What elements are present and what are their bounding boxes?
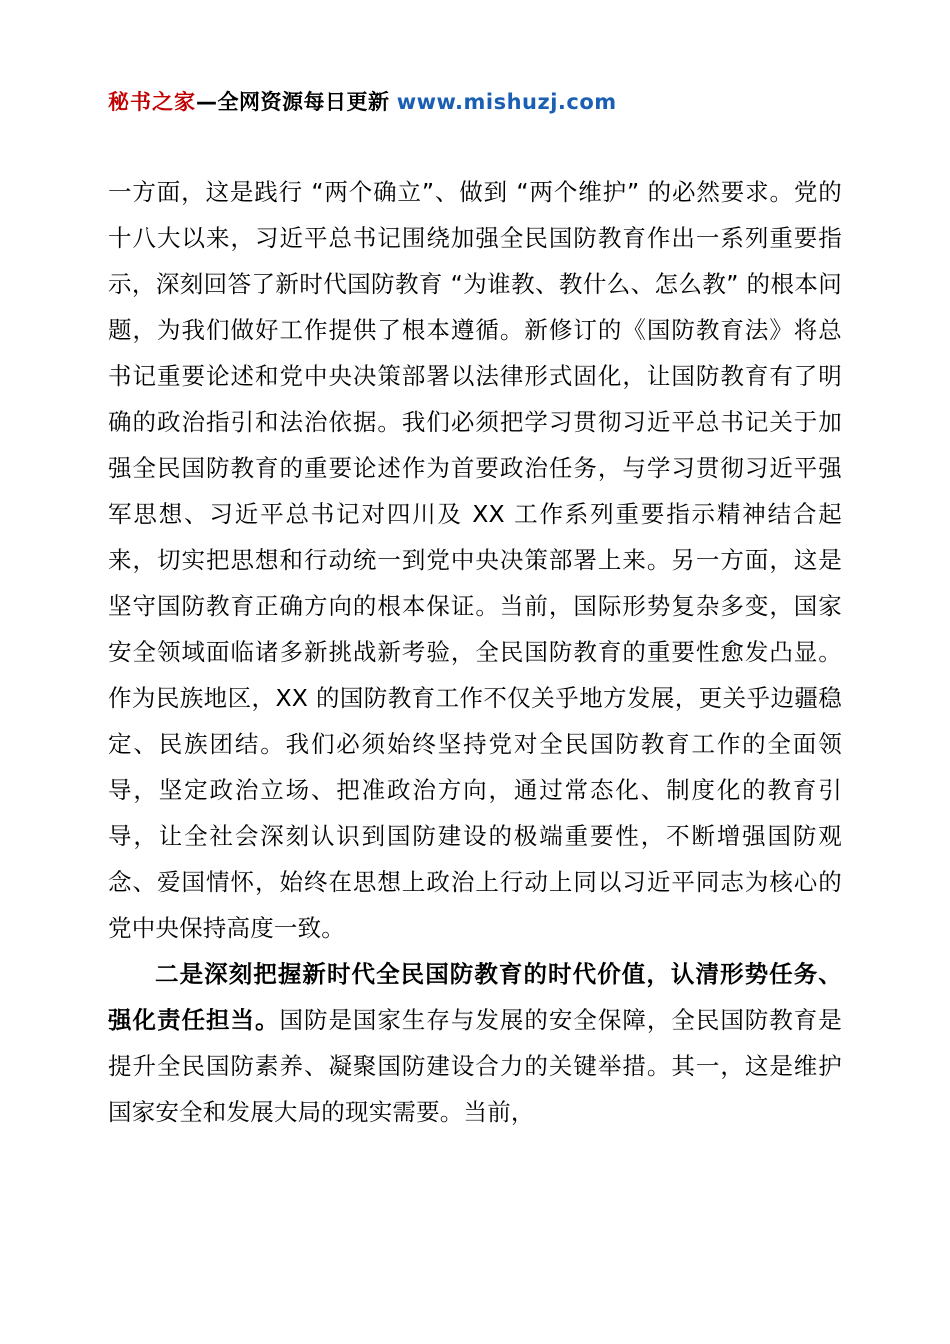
paragraph-1-run-1: 一方面，这是践行 “两个确立”、做到 “两个维护” 的必然要求。党的十八大以来，习近平总书记围绕加强全民国防教育作出一系列重要指示，深刻回答了新时代国防教育 “为谁教、教什么、怎么教” 的根本问题，为我们做好工作提供了根本遵循。新修订的《国防教育法》将总书记重要论述和党中央决策部署以法律形式固化，让国防教育有了明确的政治指引和法治依据。我们必须把学习贯彻习近平总书记关于加强全民国防教育的重要论述作为首要政治任务，与学习贯彻习近平强军思想、习近平总书记对四川及 XX 工作系列重要指示精神结合起来，切实把思想和行动统一到党中央决策部署上来。另一方面，这是坚守国防教育正确方向的根本保证。当前，国际形势复杂多变，国家安全领域面临诸多新挑战新考验，全民国防教育的重要性愈发凸显。作为民族地区，XX 的国防教育工作不仅关乎地方发展，更关乎边疆稳定、民族团结。我们必须始终坚持党对全民国防教育工作的全面领导，坚定政治立场、把准政治方向，通过常态化、制度化的教育引导，让全社会深刻认识到国防建设的极端重要性，不断增强国防观念、爱国情怀，始终在思想上政治上行动上同以习近平同志为核心的党中央保持高度一致。 bbox=[108, 178, 842, 943]
document-body bbox=[108, 169, 842, 1135]
site-url-link[interactable]: www.mishuzj.com bbox=[396, 90, 617, 114]
paragraph-2-heading-run: 二是深刻把握新时代全民国防教育的时代价值，认清形势任务、强化责任担当。 bbox=[108, 960, 842, 1035]
paragraph-2 bbox=[108, 951, 842, 1135]
site-brand: 秘书之家 bbox=[108, 90, 196, 114]
site-header bbox=[108, 0, 842, 117]
site-tagline: —全网资源每日更新 bbox=[196, 90, 390, 114]
paragraph-2-body-run: 国防是国家生存与发展的安全保障，全民国防教育是提升全民国防素养、凝聚国防建设合力的关键举措。其一，这是维护国家安全和发展大局的现实需要。当前， bbox=[108, 1006, 842, 1127]
paragraph-1 bbox=[108, 169, 842, 951]
